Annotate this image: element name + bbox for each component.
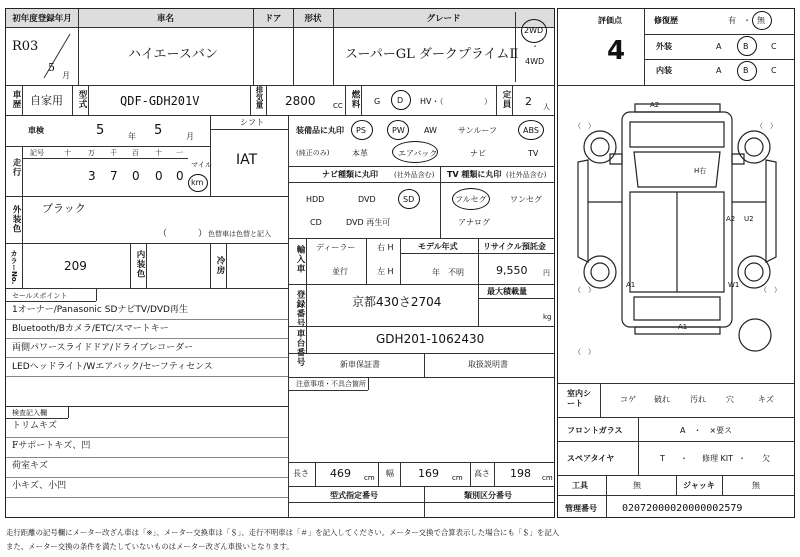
car-name-value: ハイエースバン xyxy=(128,47,218,62)
drive-4wd: 4WD xyxy=(525,57,545,66)
color-no-label: カラーNo. xyxy=(10,250,18,285)
room-sheet-item: キズ xyxy=(758,395,774,404)
repair-yes: 有 xyxy=(728,16,736,25)
navi-hdd: HDD xyxy=(306,195,325,204)
manual-label: 取扱説明書 xyxy=(468,360,508,369)
mark-w1: W1 xyxy=(728,281,740,289)
exterior-grade-c: C xyxy=(771,42,777,51)
equipment-item: 本革 xyxy=(352,149,368,158)
odometer-unit: 百 xyxy=(132,149,139,157)
fuel-label: 燃料 xyxy=(350,90,360,109)
sales-points-label: セールスポイント xyxy=(12,292,68,300)
sales-point-line: 1オーナー/Panasonic SDナビTV/DVD再生 xyxy=(12,305,188,315)
class-no-label: 類別区分番号 xyxy=(464,491,512,500)
inspector-line: トリムキズ xyxy=(12,421,57,431)
room-sheet-label: 室内シート xyxy=(567,389,591,409)
capacity-label: 定員 xyxy=(501,90,511,109)
equipment-item: ナビ xyxy=(470,149,486,158)
odometer-unit: 十 xyxy=(64,149,71,157)
drive-2wd: 2WD xyxy=(524,26,544,35)
management-label: 管理番号 xyxy=(565,504,597,513)
jack-label: ジャッキ xyxy=(683,481,715,490)
grade-header: グレード xyxy=(333,9,554,27)
room-sheet-item: 汚れ xyxy=(690,395,706,404)
equipment-item: TV xyxy=(528,149,539,158)
interior-color-label: 内装色 xyxy=(135,250,145,279)
inspection-year-unit: 年 xyxy=(128,132,136,141)
repair-dot: ・ xyxy=(743,16,751,25)
color-note: 色替車は色替と記入 xyxy=(208,230,271,238)
tv-fullseg: フルセグ xyxy=(455,195,487,204)
car-name-header: 車名 xyxy=(78,9,253,27)
equipment-item: PW xyxy=(392,126,405,135)
odometer-unit: 万 xyxy=(88,149,95,157)
color-paren-close: ） xyxy=(198,229,208,239)
repair-no: 無 xyxy=(757,16,765,25)
equipment-subtitle: (純正のみ) xyxy=(296,149,330,157)
navi-title: ナビ種類に丸印 xyxy=(322,170,378,179)
odometer-mile: マイル xyxy=(191,161,212,169)
fuel-g: G xyxy=(374,97,381,106)
first-reg-era: R03 xyxy=(12,39,39,54)
height-label: 高さ xyxy=(474,469,490,478)
odometer-label: 走行 xyxy=(11,158,21,177)
inspector-line: Fサポートキズ、凹 xyxy=(12,441,91,451)
model-value: QDF-GDH201V xyxy=(120,94,200,108)
inspector-line: 荷室キズ xyxy=(12,461,48,471)
repair-label: 修復歴 xyxy=(654,16,678,25)
equipment-title: 装備品に丸印 xyxy=(296,126,344,135)
odometer-digit: 3 xyxy=(88,169,96,183)
width-unit: cm xyxy=(452,474,463,482)
shift-label: シフト xyxy=(240,118,264,127)
navi-dvd-play: DVD 再生可 xyxy=(346,218,391,227)
chassis-value: GDH201-1062430 xyxy=(376,332,485,346)
odometer-digit: 7 xyxy=(110,169,118,183)
inspection-label: 車検 xyxy=(28,126,44,135)
inspection-month-unit: 月 xyxy=(186,132,194,141)
footer-line1: 走行距離の記号欄にメーター改ざん車は「※」、メーター交換車は「＄」、走行不明車は「＃」を記入してください。メーター交換で合算表示した場合にも「＄」を記入 xyxy=(6,528,560,537)
footer-line2: また、メーター交換の条件を満たしていないものはメーター改ざん車扱いとなります。 xyxy=(6,542,294,551)
plate-label: 登録番号 xyxy=(295,290,305,328)
svg-text:（ ）: （ ） xyxy=(574,348,595,356)
equipment-item: PS xyxy=(356,126,366,135)
management-value: 02072000020000002579 xyxy=(622,503,743,514)
mark-h-right: H右 xyxy=(694,167,707,175)
exterior-grade-b: B xyxy=(743,42,749,51)
displacement-value: 2800 xyxy=(285,94,316,108)
odometer-unit: 記号 xyxy=(30,149,44,157)
shape-header: 形状 xyxy=(293,9,333,27)
sales-point-line: 両側パワースライドドア/ドライブレコーダー xyxy=(12,343,194,353)
model-year-value: 年 不明 xyxy=(432,268,464,277)
tools-value: 無 xyxy=(633,481,641,490)
room-sheet-item: コゲ xyxy=(620,395,636,404)
first-reg-header: 初年度登録年月 xyxy=(6,9,78,27)
first-reg-month-unit: 月 xyxy=(62,71,70,80)
spare-tire-item: 修理 KIT xyxy=(702,454,734,463)
width-value: 169 xyxy=(418,467,439,480)
score-value: 4 xyxy=(607,36,626,66)
sales-point-line: LEDヘッドライト/Wエアバック/セーフティセンス xyxy=(12,362,213,372)
navi-cd: CD xyxy=(310,218,322,227)
sales-point-line: Bluetooth/Bカメラ/ETC/スマートキー xyxy=(12,324,169,334)
notes-label: 注意事項・不具合箇所 xyxy=(296,380,366,388)
tv-oneseg: ワンセグ xyxy=(510,195,542,204)
spare-tire-item: 欠 xyxy=(762,454,770,463)
navi-sub: (社外品含む) xyxy=(394,171,435,179)
spare-tire-item: ・ xyxy=(738,454,746,463)
color-value: ブラック xyxy=(42,202,86,215)
displacement-unit: CC xyxy=(333,102,343,110)
exterior-grade-a: A xyxy=(716,42,722,51)
type-no-label: 型式指定番号 xyxy=(330,491,378,500)
front-glass-label: フロントガラス xyxy=(567,426,623,435)
use-label: 車歴 xyxy=(11,90,21,109)
equipment-item: AW xyxy=(424,126,437,135)
mark-a1-bottom: A1 xyxy=(678,323,688,331)
inspector-label: 検査記入欄 xyxy=(12,409,47,417)
tv-analog: アナログ xyxy=(458,218,490,227)
spare-tire-item: T xyxy=(660,454,665,463)
spare-tire-item: ・ xyxy=(680,454,688,463)
inspector-line: 小キズ、小凹 xyxy=(12,481,67,491)
model-label: 型式 xyxy=(77,90,87,109)
spare-tire-label: スペアタイヤ xyxy=(567,454,615,463)
fuel-close: ） xyxy=(484,97,492,106)
odometer-unit: 千 xyxy=(110,149,117,157)
tv-sub: (社外品含む) xyxy=(506,171,547,179)
navi-sd: SD xyxy=(403,195,415,204)
odometer-digit: 0 xyxy=(132,169,140,183)
ac-label: 冷房 xyxy=(215,256,225,275)
svg-text:（ ）: （ ） xyxy=(574,122,595,130)
interior-grade-b: B xyxy=(743,66,749,75)
tv-title: TV 種類に丸印 xyxy=(447,170,502,179)
interior-label: 内装 xyxy=(656,66,672,75)
color-paren: （ xyxy=(158,229,168,239)
odometer-unit: 一 xyxy=(176,149,183,157)
recycle-label: リサイクル預託金 xyxy=(483,242,546,251)
height-value: 198 xyxy=(510,467,531,480)
import-dealer: ディーラー xyxy=(316,243,356,252)
mark-a1-left: A1 xyxy=(626,281,636,289)
chassis-label: 車台番号 xyxy=(295,329,305,367)
jack-value: 無 xyxy=(752,481,760,490)
mark-a2-right: A2 xyxy=(726,215,736,223)
navi-dvd: DVD xyxy=(358,195,376,204)
shift-value: IAT xyxy=(236,152,258,168)
recycle-unit: 円 xyxy=(543,269,550,277)
fuel-d: D xyxy=(397,96,404,105)
mark-u2: U2 xyxy=(744,215,754,223)
equipment-item: エアバック xyxy=(398,149,438,158)
svg-text:（ ）: （ ） xyxy=(760,286,781,294)
inspection-year: 5 xyxy=(96,123,105,138)
fuel-hv: HV・（ xyxy=(420,97,444,106)
import-steer-r: 右 H xyxy=(377,243,394,252)
front-glass-value: A ・ ×要ス xyxy=(680,426,733,435)
import-steer-l: 左 H xyxy=(377,267,394,276)
import-label: 輸入車 xyxy=(295,245,305,274)
odometer-unit: 十 xyxy=(155,149,162,157)
max-load-label: 最大積載量 xyxy=(487,287,527,296)
capacity-unit: 人 xyxy=(543,103,550,111)
interior-grade-c: C xyxy=(771,66,777,75)
model-year-label: モデル年式 xyxy=(418,242,458,251)
color-label: 外装色 xyxy=(11,205,21,234)
interior-grade-a: A xyxy=(716,66,722,75)
color-no-value: 209 xyxy=(64,259,87,273)
import-parallel: 並行 xyxy=(332,267,348,276)
mark-a2-top: A2 xyxy=(650,101,660,109)
displacement-label: 排気量 xyxy=(255,86,264,109)
first-reg-month: 5 xyxy=(48,61,55,74)
door-header: ドア xyxy=(253,9,293,27)
room-sheet-item: 破れ xyxy=(654,395,670,404)
svg-text:（ ）: （ ） xyxy=(756,122,777,130)
equipment-item: サンルーフ xyxy=(458,126,497,135)
capacity-value: 2 xyxy=(525,95,532,108)
odometer-km: km xyxy=(191,178,204,187)
warranty-label: 新車保証書 xyxy=(340,360,380,369)
odometer-digit: 0 xyxy=(176,169,184,183)
inspection-month: 5 xyxy=(154,123,163,138)
height-unit: cm xyxy=(542,474,553,482)
tools-label: 工具 xyxy=(572,481,588,490)
car-damage-diagram xyxy=(560,92,792,382)
score-label: 評価点 xyxy=(598,16,622,25)
length-value: 469 xyxy=(330,467,351,480)
max-load-unit: kg xyxy=(543,313,552,321)
length-unit: cm xyxy=(364,474,375,482)
exterior-label: 外装 xyxy=(656,42,672,51)
odometer-digit: 0 xyxy=(155,169,163,183)
equipment-item: ABS xyxy=(523,126,539,135)
use-value: 自家用 xyxy=(30,94,63,107)
length-label: 長さ xyxy=(293,469,309,478)
svg-text:（ ）: （ ） xyxy=(574,286,595,294)
recycle-value: 9,550 xyxy=(496,264,528,277)
drive-dot: ・ xyxy=(531,42,539,51)
grade-value: スーパーGL ダークプライムⅡ xyxy=(345,47,519,62)
room-sheet-item: 穴 xyxy=(726,395,734,404)
plate-value: 京都430さ2704 xyxy=(352,295,442,309)
width-label: 幅 xyxy=(386,469,394,478)
